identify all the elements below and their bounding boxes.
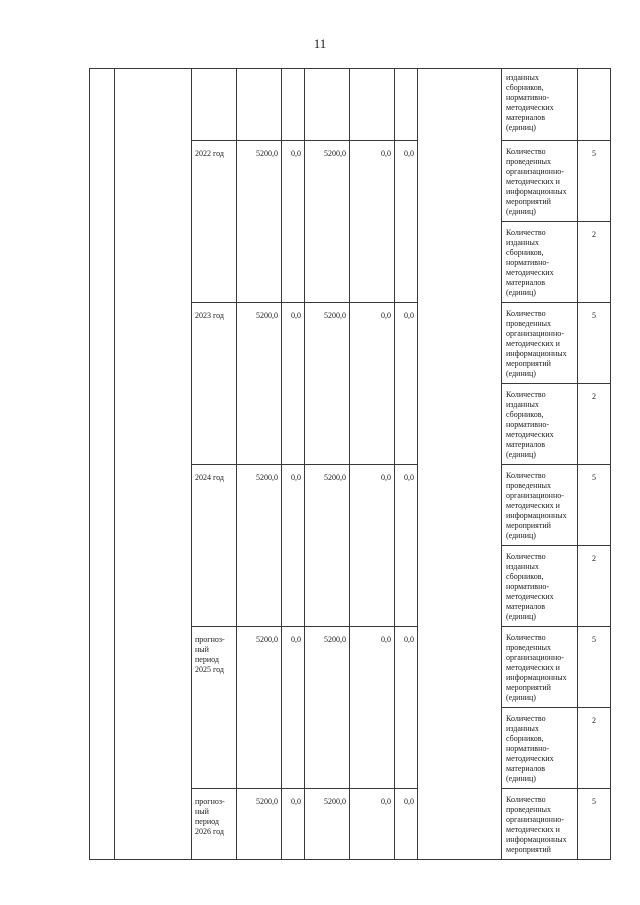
indicator-value: 2 xyxy=(578,384,611,465)
table-row xyxy=(90,69,611,141)
cell-federal xyxy=(282,69,305,141)
cell-federal: 0,0 xyxy=(282,141,305,303)
cell-federal: 0,0 xyxy=(282,465,305,627)
indicator-value: 2 xyxy=(578,222,611,303)
indicator-text: изданных сборников, нормативно-методических материалов (единиц) xyxy=(502,69,578,141)
indicator-text: Количество изданных сборников, нормативно-методических материалов (единиц) xyxy=(502,546,578,627)
cell-other: 0,0 xyxy=(395,789,418,860)
indicator-text: Количество изданных сборников, нормативно-методических материалов (единиц) xyxy=(502,384,578,465)
indicator-value: 5 xyxy=(578,465,611,546)
cell-local: 0,0 xyxy=(350,141,395,303)
indicator-text: Количество проведенных организационно-методических и информационных мероприятий (единиц) xyxy=(502,627,578,708)
indicator-value: 5 xyxy=(578,627,611,708)
indicator-text: Количество проведенных организационно-методических и информационных мероприятий (единиц) xyxy=(502,465,578,546)
cell-period: 2023 год xyxy=(192,303,237,465)
cell-activity xyxy=(115,69,192,860)
cell-federal: 0,0 xyxy=(282,789,305,860)
cell-other xyxy=(395,69,418,141)
indicator-value: 5 xyxy=(578,141,611,222)
indicator-text: Количество изданных сборников, нормативно-методических материалов (единиц) xyxy=(502,222,578,303)
indicator-value: 2 xyxy=(578,546,611,627)
cell-total xyxy=(237,69,282,141)
indicator-value xyxy=(578,69,611,141)
cell-regional: 5200,0 xyxy=(305,789,350,860)
cell-executor xyxy=(418,69,502,860)
indicator-text: Количество проведенных организационно-методических и информационных мероприятий (единиц) xyxy=(502,141,578,222)
cell-total: 5200,0 xyxy=(237,789,282,860)
cell-local: 0,0 xyxy=(350,789,395,860)
cell-period: 2022 год xyxy=(192,141,237,303)
cell-federal: 0,0 xyxy=(282,627,305,789)
indicator-value: 5 xyxy=(578,789,611,860)
cell-total: 5200,0 xyxy=(237,627,282,789)
cell-total: 5200,0 xyxy=(237,465,282,627)
cell-other: 0,0 xyxy=(395,627,418,789)
cell-regional: 5200,0 xyxy=(305,303,350,465)
cell-total: 5200,0 xyxy=(237,141,282,303)
cell-other: 0,0 xyxy=(395,465,418,627)
indicator-text: Количество проведенных организационно-методических и информационных мероприятий (единиц) xyxy=(502,303,578,384)
cell-other: 0,0 xyxy=(395,141,418,303)
cell-local: 0,0 xyxy=(350,303,395,465)
cell-number xyxy=(90,69,115,860)
cell-period xyxy=(192,69,237,141)
cell-total: 5200,0 xyxy=(237,303,282,465)
indicator-text: Количество изданных сборников, нормативно-методических материалов (единиц) xyxy=(502,708,578,789)
cell-local xyxy=(350,69,395,141)
cell-period: 2024 год xyxy=(192,465,237,627)
cell-local: 0,0 xyxy=(350,627,395,789)
cell-regional: 5200,0 xyxy=(305,141,350,303)
indicator-value: 5 xyxy=(578,303,611,384)
page-number: 11 xyxy=(313,36,327,51)
cell-other: 0,0 xyxy=(395,303,418,465)
cell-regional: 5200,0 xyxy=(305,465,350,627)
cell-federal: 0,0 xyxy=(282,303,305,465)
program-table xyxy=(89,68,611,860)
indicator-text: Количество проведенных организационно-методических и информационных мероприятий xyxy=(502,789,578,860)
indicator-value: 2 xyxy=(578,708,611,789)
cell-regional: 5200,0 xyxy=(305,627,350,789)
cell-period: прогноз-ный период 2026 год xyxy=(192,789,237,860)
cell-local: 0,0 xyxy=(350,465,395,627)
cell-period: прогноз-ный период 2025 год xyxy=(192,627,237,789)
cell-regional xyxy=(305,69,350,141)
